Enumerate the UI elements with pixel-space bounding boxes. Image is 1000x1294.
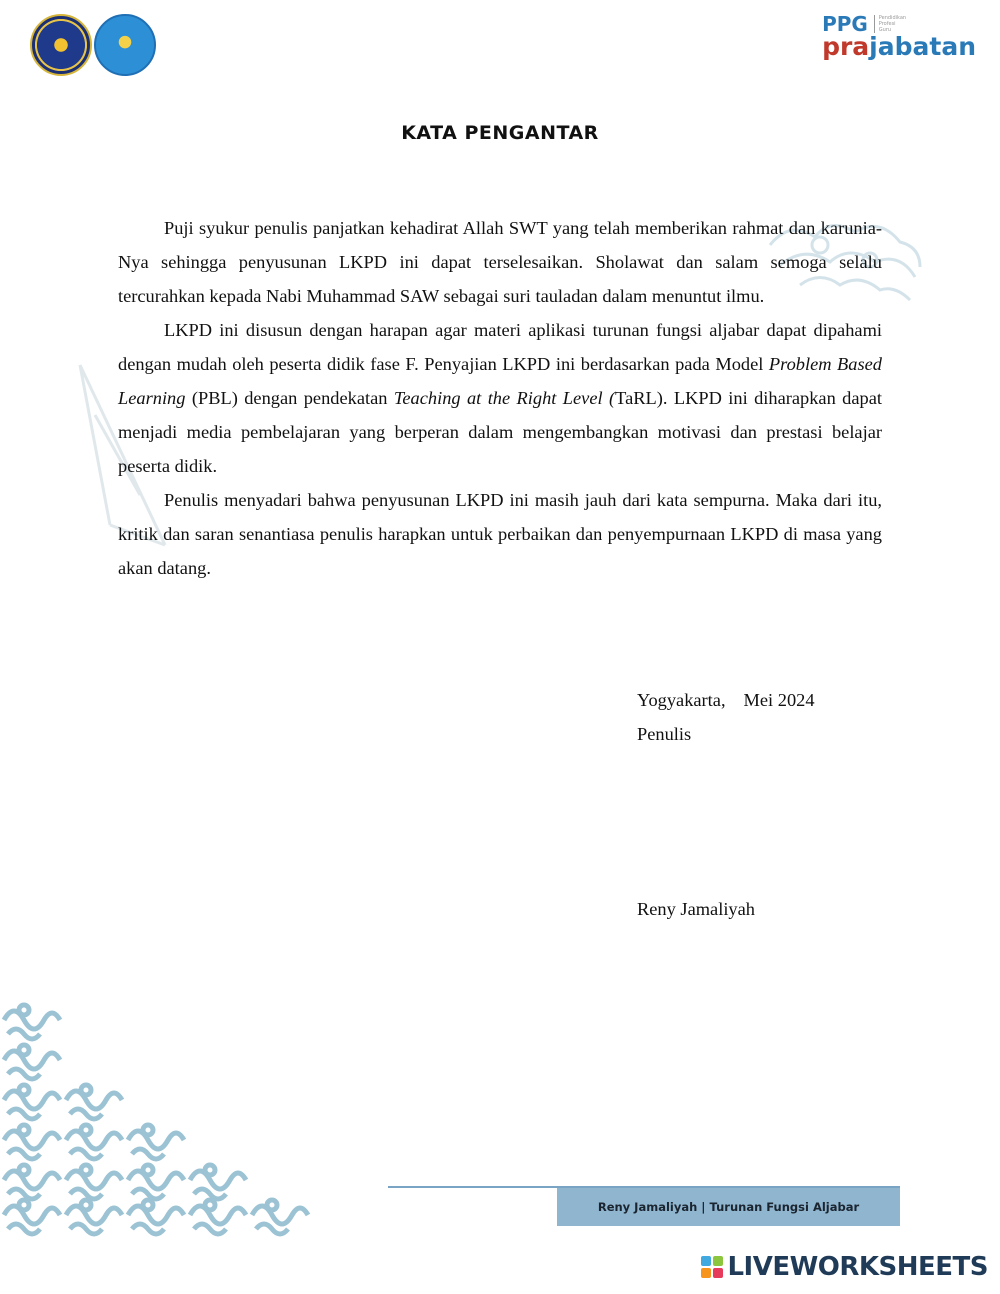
batik-motif [128,1165,184,1199]
batik-motif [4,1085,60,1119]
batik-motif [4,1200,60,1234]
batik-motif [66,1200,122,1234]
batik-motif [190,1200,246,1234]
batik-motif [4,1005,60,1039]
batik-motif [66,1085,122,1119]
uny-seal-icon [30,14,92,76]
ppg-jab: jabatan [869,32,976,61]
batik-motif [66,1165,122,1199]
signature-name: Reny Jamaliyah [637,899,755,919]
batik-motif [4,1045,60,1079]
batik-motif [4,1165,60,1199]
para2-text-1: LKPD ini disusun dengan harapan agar materi aplikasi turunan fungsi aljabar dapat dipahami dengan mudah oleh peserta didik fase F. Penyajian LKPD ini berdasarkan pada Model [118,320,882,374]
paragraph-gratitude: Puji syukur penulis panjatkan kehadirat Allah SWT yang telah memberikan rahmat dan karunia-Nya sehingga penyusunan LKPD ini dapat terselesaikan. Sholawat dan salam semoga selalu tercurahkan kepada Nabi Muhammad SAW sebagai suri tauladan dalam menuntut ilmu. [118,218,882,306]
ppg-brand: PPG [822,12,868,36]
batik-motif [66,1125,122,1159]
liveworksheets-wordmark: LIVEWORKSHEETS [727,1252,988,1282]
batik-ornament-icon [0,1000,320,1240]
signature-place-date [637,690,815,711]
para2-italic-pbl: Problem Based Learning [118,354,882,408]
ppg-prajabatan-logo [822,12,976,61]
paragraph-purpose [118,313,882,483]
ppg-pra: pra [822,32,870,61]
batik-motif [252,1200,308,1234]
batik-motif [4,1125,60,1159]
para2-text-3: TaRL). LKPD ini diharapkan dapat menjadi media pembelajaran yang berperan dalam mengembangkan motivasi dan prestasi belajar peserta didik. [118,388,882,476]
ppg-tagline: Pendidikan Profesi Guru [874,15,905,33]
page-title: KATA PENGANTAR [401,122,599,144]
para2-italic-tarl: Teaching at the Right Level ( [393,388,616,408]
paragraph-closing: Penulis menyadari bahwa penyusunan LKPD ini masih jauh dari kata sempurna. Maka dari itu, kritik dan saran senantiasa penulis harapkan untuk perbaikan dan penyempurnaan LKPD di masa yang akan datang. [118,490,882,578]
batik-motif [190,1165,246,1199]
ppg-wordmark [822,32,976,61]
batik-motif [128,1200,184,1234]
liveworksheets-logo-icon [701,1256,723,1278]
kemdikbud-logo-icon [94,14,156,76]
signature-date: Mei 2024 [743,690,815,710]
signature-place: Yogyakarta, [637,690,726,710]
para2-text-2: (PBL) dengan pendekatan [185,388,394,408]
liveworksheets-brand [701,1252,988,1282]
footer-bar: Reny Jamaliyah | Turunan Fungsi Aljabar [557,1188,900,1226]
signature-role: Penulis [637,724,692,744]
batik-motif [128,1125,184,1159]
